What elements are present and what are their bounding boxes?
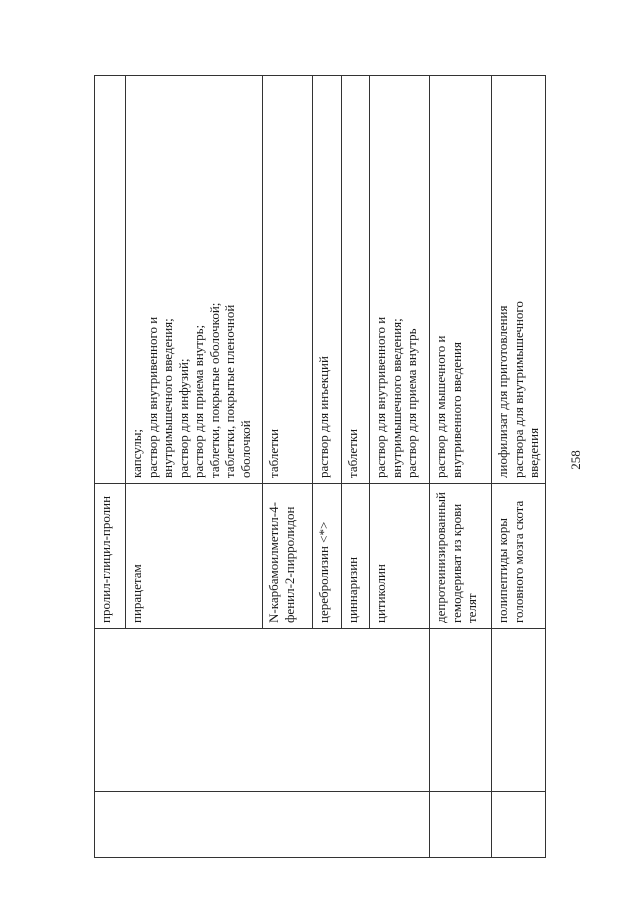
code-cell xyxy=(492,792,546,858)
dosage-form-cell xyxy=(313,76,342,484)
dosage-form-line: раствор для инфузий; xyxy=(175,358,191,478)
dosage-form-cell xyxy=(342,76,370,484)
dosage-form-line: внутривенного введения xyxy=(448,342,464,478)
drug-name-cell: церебролизин <*> xyxy=(313,484,342,629)
drug-name-cell: цитиколин xyxy=(370,484,430,629)
group-cell xyxy=(492,629,546,792)
drug-name-cell: циннаризин xyxy=(342,484,370,629)
dosage-form-line: оболочкой xyxy=(237,420,253,478)
table-row xyxy=(95,76,126,858)
dosage-form-line: таблетки, покрытые пленочной xyxy=(222,304,237,478)
drug-name-cell: пирацетам xyxy=(126,484,263,629)
drug-name-cell: депротеинизированный гемодериват из крови телят xyxy=(430,484,492,629)
group-cell xyxy=(430,629,492,792)
group-cell xyxy=(95,629,430,792)
rotated-page-content xyxy=(94,98,541,858)
dosage-form-cell xyxy=(492,76,546,484)
code-cell xyxy=(95,792,430,858)
dosage-form-line: раствор для инъекций xyxy=(316,356,331,478)
table-row xyxy=(430,76,492,858)
dosage-form-cell xyxy=(126,76,263,484)
dosage-form-line: раствор для приема внутрь xyxy=(404,328,419,478)
dosage-form-cell xyxy=(95,76,126,484)
dosage-form-line: внутримышечного введения; xyxy=(388,318,404,478)
dosage-form-line: капсулы; xyxy=(129,428,144,478)
dosage-form-line: таблетки, покрытые оболочкой; xyxy=(206,302,222,478)
dosage-form-line: лиофилизат для приготовления xyxy=(495,305,510,478)
dosage-form-cell xyxy=(370,76,430,484)
dosage-form-line: таблетки xyxy=(345,428,360,478)
dosage-form-line: раствора для внутримышечного xyxy=(510,301,526,478)
drug-name-cell: полипептиды коры головного мозга скота xyxy=(492,484,546,629)
dosage-form-cell xyxy=(263,76,313,484)
dosage-form-line: раствор для внутривенного и xyxy=(373,316,388,478)
drug-name-cell: пролил-глицил-пролин xyxy=(95,484,126,629)
code-cell xyxy=(430,792,492,858)
drug-name-cell: N-карбамоилметил-4-фенил-2-пирролидон xyxy=(263,484,313,629)
page-number: 258 xyxy=(567,450,583,470)
dosage-form-line: раствор для приема внутрь; xyxy=(191,324,206,478)
dosage-form-line: раствор для внутривенного и xyxy=(144,316,160,478)
dosage-form-line: внутримышечного введения; xyxy=(160,318,175,478)
dosage-form-line: раствор для мышечного и xyxy=(433,335,448,478)
table-row xyxy=(492,76,546,858)
drug-table xyxy=(94,75,546,858)
dosage-form-line: таблетки xyxy=(266,428,281,478)
dosage-form-cell xyxy=(430,76,492,484)
dosage-form-line: введения xyxy=(526,427,541,478)
